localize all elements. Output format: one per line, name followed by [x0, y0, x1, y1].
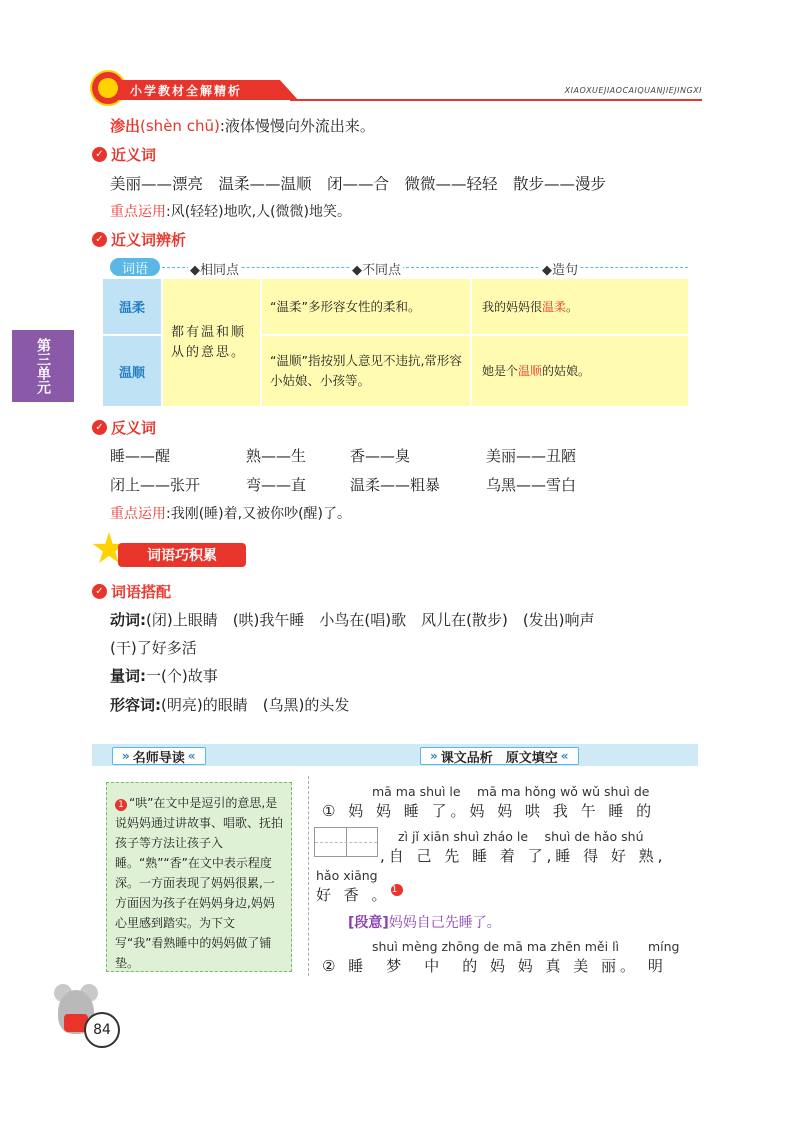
antonym-item: 香——臭 — [350, 447, 411, 465]
check-icon: ✓ — [92, 232, 107, 247]
synonyms-usage — [110, 201, 351, 221]
table-sentence-wenrou: 我的妈妈很 温柔 。 — [472, 279, 688, 334]
table-header-diff: ◆不同点 — [350, 259, 403, 278]
header-title: 小学教材全解精析 — [130, 84, 243, 98]
shenchu-word: 渗出 — [110, 117, 141, 135]
accumulation-badge: 词语巧积累 — [118, 543, 246, 567]
adjective-line: 形容词:(明亮)的眼睛 (乌黑)的头发 — [110, 696, 350, 714]
table-common: 都有温和顺从的意思。 — [163, 279, 260, 406]
page-number: 84 — [84, 1012, 120, 1048]
usage-text: :风(轻轻)地吹,人(微微)地笑。 — [166, 204, 352, 220]
synonym-analysis-heading-text: 近义词辨析 — [111, 231, 187, 249]
check-icon: ✓ — [92, 584, 107, 599]
antonym-item: 睡——醒 — [110, 447, 171, 465]
measure-line: 量词:一(个)故事 — [110, 667, 218, 685]
check-icon: ✓ — [92, 420, 107, 435]
shenchu-definition: :液体慢慢向外流出来。 — [219, 117, 375, 135]
pinyin-line-1: mā ma shuì le mā ma hǒng wǒ wǔ shuì de — [372, 784, 650, 799]
logo-center — [98, 78, 118, 98]
table-header-word: 词语 — [110, 258, 160, 276]
collocation-heading-text: 词语搭配 — [111, 583, 172, 601]
table-sentence-wenshun: 她是个 温顺 的姑娘。 — [472, 336, 688, 406]
table-header-sentence: ◆造句 — [540, 259, 580, 278]
shenchu-pinyin: (shèn chū) — [140, 117, 220, 135]
antonym-item: 温柔——粗暴 — [350, 476, 441, 494]
synonyms-line: 美丽——漂亮 温柔——温顺 闭——合 微微——轻轻 散步——漫步 — [110, 175, 607, 193]
table-diff-wenrou: “温柔”多形容女性的柔和。 — [262, 279, 470, 334]
collocation-heading — [92, 581, 171, 602]
guide-left-title: » 名师导读 « — [112, 747, 206, 765]
pinyin-line-3: hǎo xiāng — [316, 868, 378, 883]
table-diff-wenshun: “温顺”指按别人意见不违抗,常形容小姑娘、小孩等。 — [262, 336, 470, 406]
antonyms-usage — [110, 503, 351, 523]
pinyin-line-4: shuì mèng zhōng de mā ma zhēn měi lì míng — [372, 939, 680, 954]
antonym-item: 弯——直 — [246, 476, 307, 494]
note-number: 1 — [115, 799, 127, 811]
header-rule — [290, 99, 702, 101]
antonyms-heading — [92, 417, 156, 438]
synonyms-heading — [92, 144, 156, 165]
usage-label: 重点运用 — [110, 506, 166, 522]
antonym-item: 乌黑——雪白 — [486, 476, 577, 494]
note-marker: 1 — [391, 885, 402, 895]
synonym-analysis-heading — [92, 229, 186, 250]
antonym-item: 熟——生 — [246, 447, 307, 465]
text-line-4: ② 睡 梦 中 的 妈 妈 真 美 丽。 明 — [322, 957, 667, 975]
note-text: “哄”在文中是逗引的意思,是说妈妈通过讲故事、唱歌、抚拍孩子等方法让孩子入睡。“熟”“香”在文中表示程度深。一方面表现了妈妈很累,一方面因为孩子在妈妈身边,妈妈心里感到踏实。为下文写“我”看熟睡中的妈妈做了铺垫。 — [115, 796, 284, 970]
shenchu-line — [110, 115, 375, 136]
writing-grid — [314, 827, 378, 857]
unit-side-tab: 第三单元 — [12, 330, 74, 402]
verb-line-2: (干)了好多活 — [110, 639, 197, 657]
antonym-item: 闭上——张开 — [110, 476, 201, 494]
text-line-3: 好 香 。1 — [316, 885, 402, 904]
usage-label: 重点运用 — [110, 204, 166, 220]
text-line-1: ① 妈 妈 睡 了。妈 妈 哄 我 午 睡 的 — [322, 802, 656, 820]
table-header-same: ◆相同点 — [188, 259, 241, 278]
text-line-2: ,自 己 先 睡 着 了,睡 得 好 熟, — [380, 847, 667, 865]
header-latin: XIAOXUEJIAOCAIQUANJIEJINGXI — [564, 86, 702, 95]
guide-right-title: » 课文品析 原文填空 « — [420, 747, 579, 765]
table-word-wenshun: 温顺 — [103, 336, 161, 406]
table-word-wenrou: 温柔 — [103, 279, 161, 334]
duanyi-line: [段意]妈妈自己先睡了。 — [348, 915, 501, 931]
antonyms-heading-text: 反义词 — [111, 419, 157, 437]
synonyms-heading-text: 近义词 — [111, 146, 157, 164]
usage-text: :我刚(睡)着,又被你吵(醒)了。 — [166, 506, 352, 522]
verb-line: 动词:(闭)上眼睛 (哄)我午睡 小鸟在(唱)歌 风儿在(散步) (发出)响声 — [110, 611, 595, 629]
pinyin-line-2: zì jǐ xiān shuì zháo le shuì de hǎo shú — [398, 829, 644, 844]
antonym-item: 美丽——丑陋 — [486, 447, 577, 465]
check-icon: ✓ — [92, 147, 107, 162]
teacher-note — [106, 782, 292, 972]
column-divider — [308, 776, 309, 976]
